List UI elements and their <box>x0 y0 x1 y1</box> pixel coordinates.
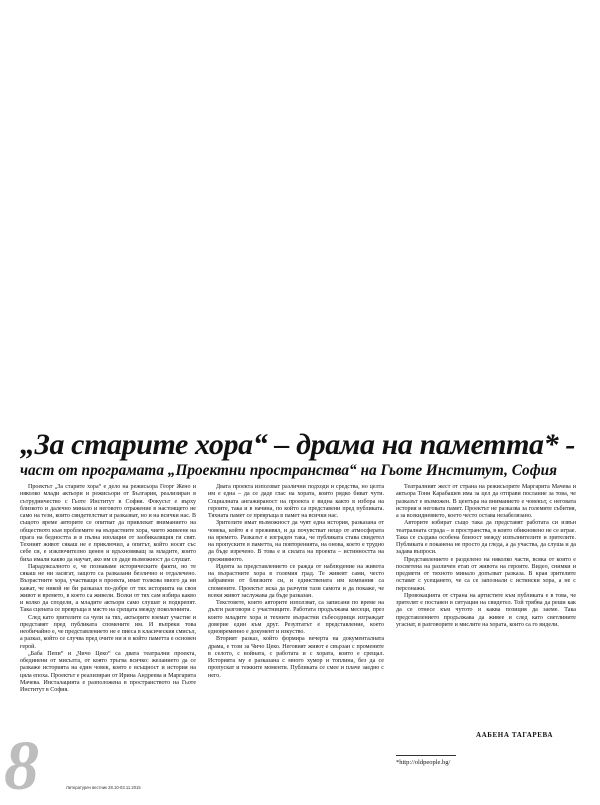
paragraph: Идеята за представлението се ражда от наблюдение на живота на възрастните хора в големия град. Те живеят сами, често забравени от близките си, и единствената им компания са спомените. Проектът иска да разчупи тази самота и да покаже, че всеки живот заслужава да бъде разказан. <box>208 563 384 599</box>
paragraph: Вторият разказ, който формира вечерта на документалната драма, е този за Чичо Цеко. Неговият живот е свързан с промените в селото, с войната, с работата и с хората, които е срещал. Историята му е разказана с много хумор и топлина, без да се пропускат и тежките моменти. Публиката се смее и плаче заедно с него. <box>208 636 384 679</box>
article-subheadline: част от програмата „Проектни пространства“ на Гьоте Институт, София <box>20 462 558 479</box>
article-column-3 <box>396 484 576 726</box>
paragraph: Текстовете, които авторите използват, са записани по време на дълги разговори с участниците. Работата продължава месеци, през които младите хора и техните възрастни събеседници изграждат доверие един към друг. Резултатът е представление, което едновременно е документ и изкуство. <box>208 600 384 635</box>
paragraph: Авторите избират също така да представят работата си извън театралната сграда – в пространства, в които обикновено не се играе. Така се създава особена близост между изпълнителите и зрителите. Публиката е поканена не просто да гледа, а да участва, да слуша и да задава въпроси. <box>396 520 576 556</box>
issue-footer-note: Литературен вестник 28.10-03.11.2015 <box>66 785 141 790</box>
footnote-divider <box>396 755 456 756</box>
page-number: 8 <box>4 728 39 805</box>
paragraph: „Баба Пепи“ и „Чичо Цеко“ са двата театрални проекта, обединени от мисълта, от която тръгва всичко: желанието да се разкаже историята на един човек, която е всъщност и история на цяла епоха. Проектът е реализиран от Ирина Андреева и Маргарита Мачева. Инсталацията е разположена в пространството на Гьоте Институт в София. <box>20 650 196 693</box>
paragraph: Представлението е разделено на няколко части, всяка от които е посветена на различен етап от живота на героите. Видео, снимки и предмети от тяхното минало допълват разказа. В края зрителите остават с усещането, че са се запознали с истински хора, а не с персонажи. <box>396 556 576 592</box>
article-column-1 <box>20 484 196 767</box>
paragraph: Двата проекта използват различни подходи и средства, но целта им е една – да се даде глас на хората, които рядко биват чути. Социалната ангажираност на проекта е видна както в избора на героите, така и в начина, по който са представени пред публиката. Тяхната памет се превръща в памет на всички нас. <box>208 484 384 519</box>
paragraph: Проектът „За старите хора“ е дело на режисьора Георг Жено и няколко млади актьори и режисьори от България, реализиран в сътрудничество с Гьоте Институт в София. Фокусът е върху близкото и далечно минало и неговото отражение в настоящето не само на тези, които свидетелстват и разказват, но и на всички нас. В същото време авторите се опитват да привлекат вниманието на обществото към проблемите на възрастните хора, чието живеене на прага на бедността и в пълна изолация от заобикалящия ги свят. Техният живот сякаш не е приключил, а опитът, който носят със себе си, е изключително ценен и вдъхновяващ за младите, които биха имали какво да научат, ако им се даде възможност да слушат. <box>20 484 196 563</box>
paragraph: Театралният жест от страна на режисьорите Маргарита Мачева и актьора Тони Карабашев има за цел да отправи послание за това, че разказът е възможен. В центъра на вниманието е човекът, с неговата история и неговата памет. Проектът не разказва за големите събития, а за всекидневието, което често остава незабелязано. <box>396 484 576 519</box>
author-byline: ААБЕНА ТАГАРЕВА <box>476 731 554 739</box>
paragraph: Зрителите имат възможност да чуят една история, разказана от човека, който я е преживял, и да почувстват нещо от атмосферата на времето. Разказът е изграден така, че публиката става свидетел на пропуските в паметта, на повторенията, на онова, което е трудно да бъде изречено. В това е и силата на проекта – истинността на преживяното. <box>208 520 384 563</box>
article-headline: „За старите хора“ – драма на паметта* - <box>20 428 575 461</box>
article-column-2 <box>208 484 384 767</box>
paragraph: Провокацията от страна на артистите към публиката е в това, че зрителят е поставен в ситуация на свидетел. Той трябва да реши как да се отнесе към чутото и каква позиция да заеме. Така представлението продължава да живее и след като светлините угаснат, в разговорите и мислите на хората, които са го видели. <box>396 592 576 628</box>
footnote-link[interactable]: *http://oldpeople.bg/ <box>396 759 451 766</box>
paragraph: След като зрителите са чули за тях, актьорите вземат участие и представят пред публиката спомените им. И въпреки това необичайно е, че представлението не е пиеса в класическия смисъл, а разказ, който се случва пред очите ни и в който паметта е основен герой. <box>20 614 196 650</box>
paragraph: Парадоксалното е, че познаваме историческите факти, но те сякаш не ни засягат, защото са разказани безлично и отдалечено. Възрастните хора, участващи в проекта, имат толкова много да ни кажат, че никой не би разказал по-добре от тях историята на своя живот и времето, в което са живели. Всеки от тях сам избира какво и колко да сподели, а младите актьори само слушат и подкрепят. Така сцената се превръща в място на срещата между поколенията. <box>20 563 196 614</box>
